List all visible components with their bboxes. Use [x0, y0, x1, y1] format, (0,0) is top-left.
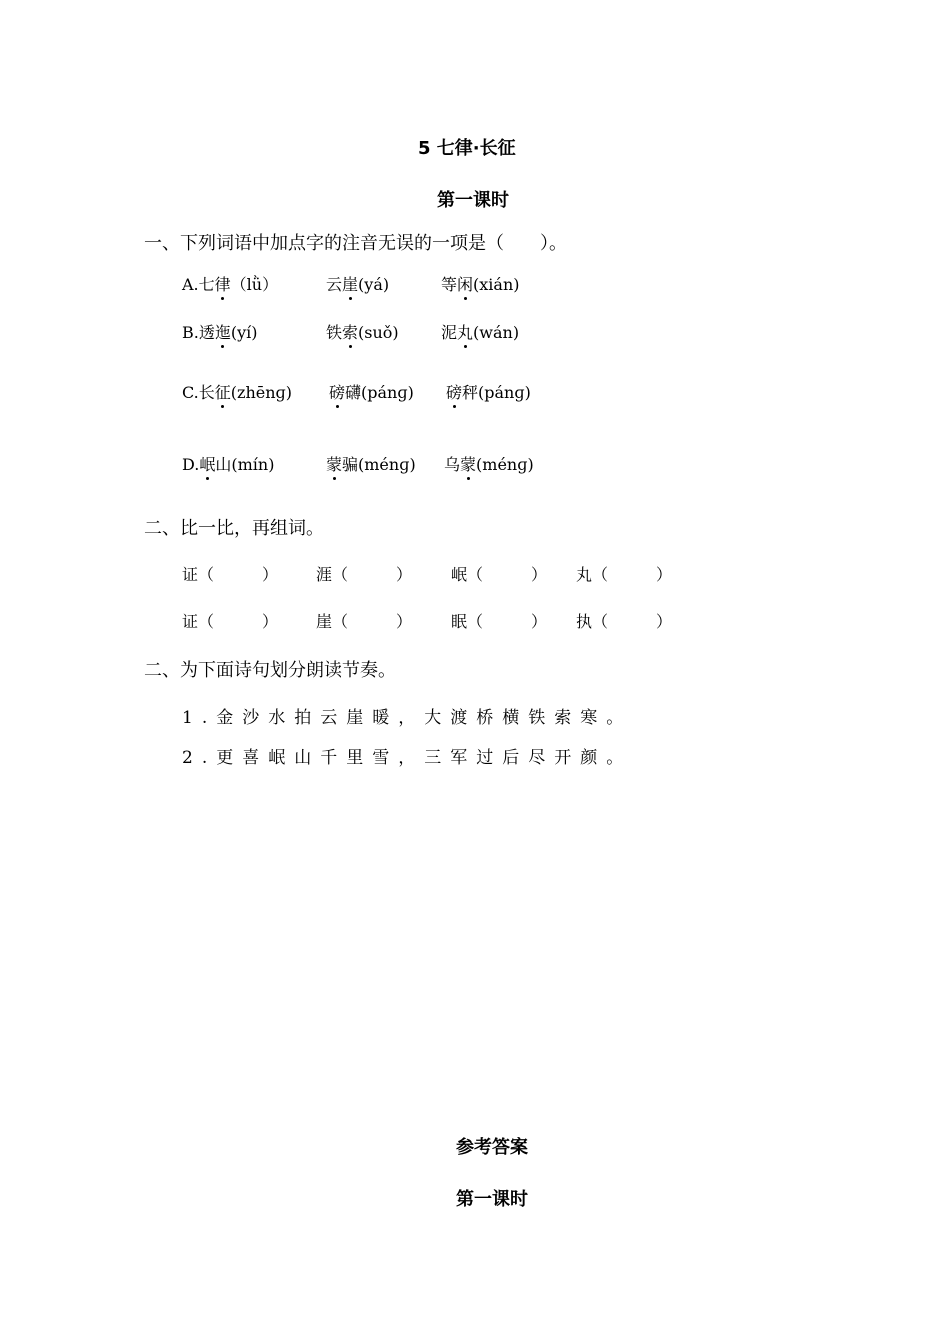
option-pinyin: (xián)	[473, 275, 520, 294]
dotted-character: 丸	[457, 320, 473, 343]
poem-line-1: 1.金沙水拍云崖暖，大渡桥横铁索寒。	[182, 708, 633, 728]
option-pinyin: 秤(pánɡ)	[462, 383, 531, 402]
option-pinyin: (wán)	[473, 323, 520, 342]
word-blank-0-0: 证（ ）	[182, 565, 279, 584]
q1-option-2-0	[182, 380, 292, 403]
q1-option-3-1	[326, 452, 416, 475]
option-prefix: A.七	[182, 275, 215, 294]
option-pinyin: (zhēnɡ)	[230, 383, 293, 402]
option-pinyin: (yá)	[358, 275, 390, 294]
lesson-subtitle: 第一课时	[437, 190, 509, 211]
page-title: 5 七律·长征	[418, 138, 516, 159]
dotted-character: 律	[215, 272, 231, 295]
question-1-prompt: 一、下列词语中加点字的注音无误的一项是（ ）。	[144, 233, 567, 254]
option-pinyin: 礴(pánɡ)	[345, 383, 414, 402]
q1-option-2-2	[446, 380, 531, 403]
q1-option-0-2	[441, 272, 520, 295]
question-2-prompt: 二、比一比，再组词。	[144, 518, 324, 539]
option-prefix: D.	[182, 455, 200, 474]
poem-line-2: 2.更喜岷山千里雪，三军过后尽开颜。	[182, 748, 633, 768]
dotted-character: 蒙	[460, 452, 476, 475]
option-prefix: 乌	[444, 455, 461, 474]
dotted-character: 磅	[329, 380, 345, 403]
option-prefix: 泥	[441, 323, 458, 342]
option-pinyin: 山(mín)	[215, 455, 275, 474]
word-blank-0-2: 岷（ ）	[451, 565, 548, 584]
q1-option-2-1	[329, 380, 414, 403]
dotted-character: 岷	[199, 452, 215, 475]
dotted-character: 征	[215, 380, 231, 403]
dotted-character: 索	[342, 320, 358, 343]
option-pinyin: （lǜ）	[230, 275, 279, 294]
word-blank-1-2: 眠（ ）	[451, 612, 548, 631]
dotted-character: 崖	[342, 272, 358, 295]
dotted-character: 蒙	[326, 452, 342, 475]
dotted-character: 磅	[446, 380, 462, 403]
question-3-prompt: 二、为下面诗句划分朗读节奏。	[144, 660, 396, 681]
option-pinyin: 骗(ménɡ)	[342, 455, 416, 474]
q1-option-0-1	[326, 272, 389, 295]
word-blank-0-3: 丸（ ）	[576, 565, 673, 584]
q1-option-1-0	[182, 320, 258, 343]
option-prefix: C.长	[182, 383, 215, 402]
word-blank-1-3: 执（ ）	[576, 612, 673, 631]
q1-option-3-2	[444, 452, 534, 475]
q1-option-1-1	[326, 320, 399, 343]
option-pinyin: (suǒ)	[358, 323, 399, 342]
answers-title: 参考答案	[456, 1137, 528, 1158]
option-pinyin: (yí)	[230, 323, 258, 342]
option-prefix: 云	[326, 275, 343, 294]
dotted-character: 迤	[215, 320, 231, 343]
q1-option-1-2	[441, 320, 519, 343]
q1-option-0-0	[182, 272, 278, 295]
option-prefix: 铁	[326, 323, 343, 342]
word-blank-0-1: 涯（ ）	[316, 565, 413, 584]
word-blank-1-1: 崖（ ）	[316, 612, 413, 631]
word-blank-1-0: 证（ ）	[182, 612, 279, 631]
option-prefix: B.透	[182, 323, 215, 342]
answers-subtitle: 第一课时	[456, 1189, 528, 1210]
q1-option-3-0	[182, 452, 274, 475]
dotted-character: 闲	[457, 272, 473, 295]
option-prefix: 等	[441, 275, 458, 294]
option-pinyin: (ménɡ)	[476, 455, 534, 474]
